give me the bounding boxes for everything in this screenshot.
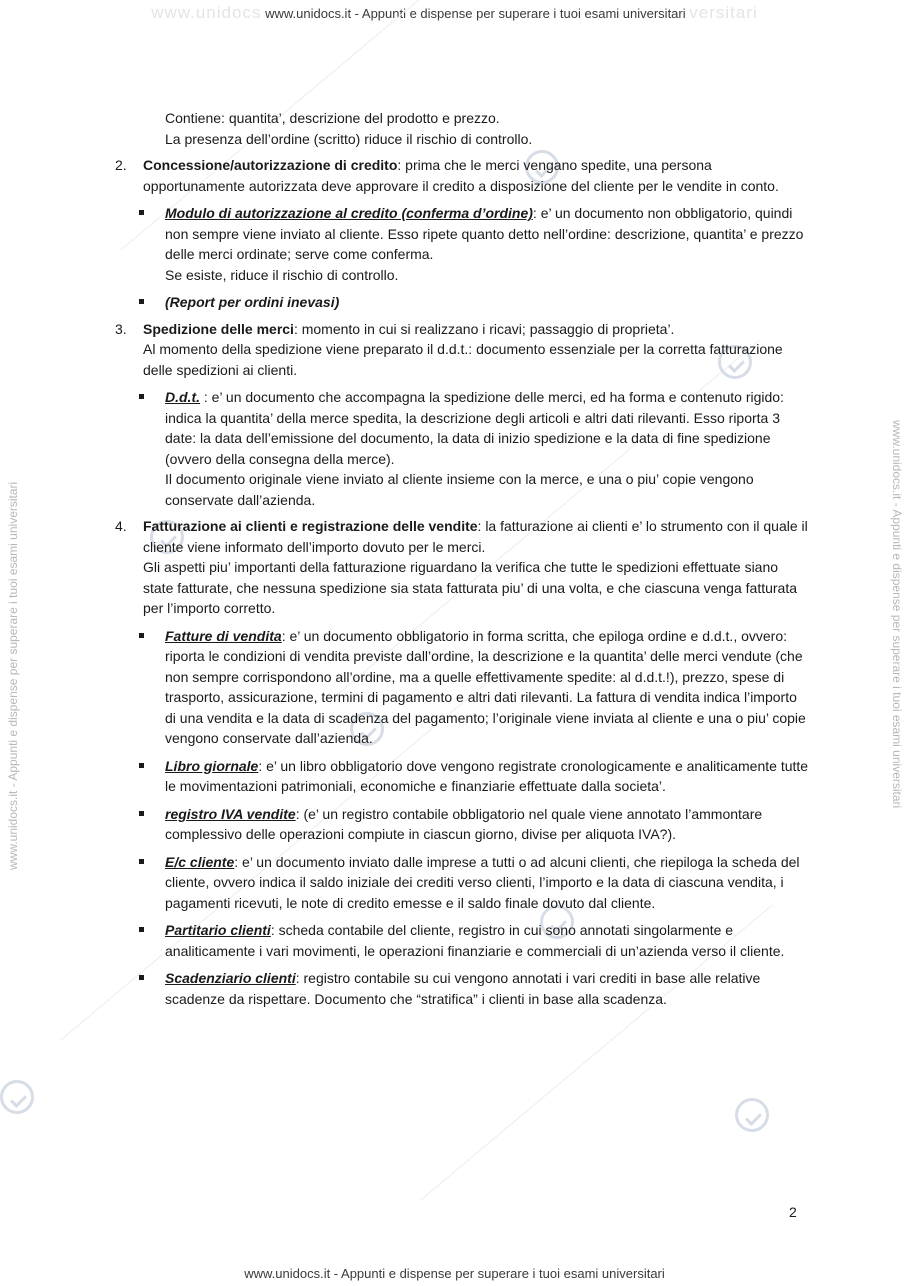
bullet-text: : scheda contabile del cliente, registro in cui sono annotati singolarmente e analiticamente i vari movimenti, le operazioni finanziarie e commerciali di un’azienda verso il cliente. [165, 922, 785, 959]
section-text: : prima che le merci vengano spedite, una persona opportunamente autorizzata deve approvare il credito a disposizione del cliente per le vendite in conto. [143, 157, 779, 194]
bullet-text: : e’ un documento inviato dalle imprese a tutti o ad alcuni clienti, che riepiloga la scheda del cliente, ovvero indica il saldo iniziale dei crediti verso clienti, l’importo e la data di ciascuna vendita, i pagamenti ricevuti, le note di credito emesse e il saldo finale dovuto dal cliente. [165, 853, 800, 911]
bullet-item [0, 920, 909, 961]
watermark-ghost-right: versitari [689, 3, 758, 22]
intro-line: Contiene: quantita’, descrizione del prodotto e prezzo. [165, 110, 500, 126]
bullet-square-icon [139, 394, 144, 399]
watermark-footer [0, 1266, 909, 1281]
bullet-item [0, 203, 909, 285]
section-text-2: Gli aspetti piu’ importanti della fatturazione riguardano la verifica che tutte le spedizioni effettuate siano state fatturate, che nessuna spedizione sia stata fatturata piu’ di una volta, e che ciascuna venga fatturata per l’importo corretto. [143, 559, 798, 616]
watermark-logo-icon [735, 1098, 769, 1132]
bullet-square-icon [139, 633, 144, 638]
bullet-extra: Il documento originale viene inviato al cliente insieme con la merce, e una o piu’ copie vengono conservate dall’azienda. [165, 471, 754, 508]
bullet-square-icon [139, 975, 144, 980]
bullet-item [0, 756, 909, 797]
section-heading: Fatturazione ai clienti e registrazione delle vendite [143, 518, 478, 534]
bullet-square-icon [139, 210, 144, 215]
bullet-term: (Report per ordini inevasi) [165, 294, 340, 310]
bullet-term: registro IVA vendite [165, 805, 296, 822]
bullet-text: : registro contabile su cui vengono annotati i vari crediti in base alle relative scadenze da rispettare. Documento che “stratifica” i clienti in base alla scadenza. [165, 970, 761, 1007]
section-invoicing [0, 516, 909, 619]
bullet-term: Fatture di vendita [165, 627, 282, 644]
document-body [0, 108, 909, 1009]
bullet-text: : e’ un libro obbligatorio dove vengono registrate cronologicamente e analiticamente tutte le movimentazioni patrimoniali, economiche e finanziarie effettuate dalla societa’. [165, 757, 809, 794]
section-text-2: Al momento della spedizione viene preparato il d.d.t.: documento essenziale per la corretta fatturazione delle spedizioni ai clienti. [143, 341, 783, 378]
watermark-logo-icon [0, 1080, 34, 1114]
section-credit-authorization [0, 155, 909, 196]
bullet-text: : e’ un documento non obbligatorio, quindi non sempre viene inviato al cliente. Esso ripete quanto detto nell’ordine: descrizione, quantita’ e prezzo delle merci ordinate; serve come conferma. [165, 205, 804, 262]
bullet-item [0, 852, 909, 914]
bullet-term: Modulo di autorizzazione al credito (conferma d’ordine) [165, 205, 533, 221]
bullet-term: Libro giornale [165, 757, 259, 774]
bullet-extra: Se esiste, riduce il rischio di controllo. [165, 266, 399, 283]
section-number: 2. [115, 157, 127, 173]
watermark-header-text: www.unidocs.it - Appunti e dispense per superare i tuoi esami universitari [265, 6, 686, 21]
bullet-square-icon [139, 299, 144, 304]
watermark-side-left: www.unidocs.it - Appunti e dispense per superare i tuoi esami universitari [6, 481, 20, 870]
bullet-text: : (e’ un registro contabile obbligatorio nel quale viene annotato l’ammontare complessivo delle operazioni compiute in ciascun giorno, divise per aliquota IVA?). [165, 805, 763, 842]
section-shipping [0, 319, 909, 381]
bullet-term: Partitario clienti [165, 922, 271, 938]
section-heading: Concessione/autorizzazione di credito [143, 157, 398, 173]
section-number: 4. [115, 518, 127, 534]
bullet-item [0, 804, 909, 845]
bullet-item [0, 626, 909, 749]
watermark-header [0, 3, 909, 23]
bullet-square-icon [139, 811, 144, 816]
bullet-text: : e’ un documento obbligatorio in forma scritta, che epiloga ordine e d.d.t., ovvero: riporta le condizioni di vendita previste dall’ordine, la descrizione e la quantita’ delle merci vendute (che non sempre corrispondono all’ordine, ma a quelle effettivamente spedite: al d.d.t.!), prezzo, spese di trasporto, assicurazione, termini di pagamento e altri dati rilevanti. La fattura di vendita indica l’importo di una vendita e la data di scadenza del pagamento; l’originale viene inviata al cliente e una o piu’ copie vengono conservate dall’azienda. [165, 627, 806, 746]
bullet-term: D.d.t. [165, 389, 200, 405]
intro-line: La presenza dell’ordine (scritto) riduce il rischio di controllo. [165, 130, 533, 147]
bullet-text: : e’ un documento che accompagna la spedizione delle merci, ed ha forma e contenuto rigido: indica la quantita’ della merce spedita, la descrizione degli articoli e altri dati rilevanti. Esso riporta 3 date: la data dell’emissione del documento, la data di inizio spedizione e la data di fine spedizione (ovvero della consegna della merce). [165, 389, 784, 467]
bullet-square-icon [139, 859, 144, 864]
bullet-item [0, 292, 909, 313]
bullet-term: Scadenziario clienti [165, 970, 296, 986]
page-number: 2 [789, 1204, 797, 1220]
section-text: : la fatturazione ai clienti e’ lo strumento con il quale il cliente viene informato dell’importo dovuto per le merci. [143, 518, 808, 555]
bullet-item [0, 387, 909, 510]
bullet-square-icon [139, 763, 144, 768]
bullet-square-icon [139, 927, 144, 932]
order-notes [0, 108, 909, 149]
watermark-side-right: www.unidocs.it - Appunti e dispense per superare i tuoi esami universitari [890, 420, 904, 809]
watermark-footer-text: www.unidocs.it - Appunti e dispense per superare i tuoi esami universitari [244, 1266, 665, 1281]
section-number: 3. [115, 320, 127, 337]
watermark-ghost-left: www.unidocs [151, 3, 262, 22]
bullet-term: E/c cliente [165, 853, 235, 870]
section-heading: Spedizione delle merci [143, 320, 294, 337]
bullet-item [0, 968, 909, 1009]
section-text: : momento in cui si realizzano i ricavi; passaggio di proprieta’. [293, 320, 675, 337]
